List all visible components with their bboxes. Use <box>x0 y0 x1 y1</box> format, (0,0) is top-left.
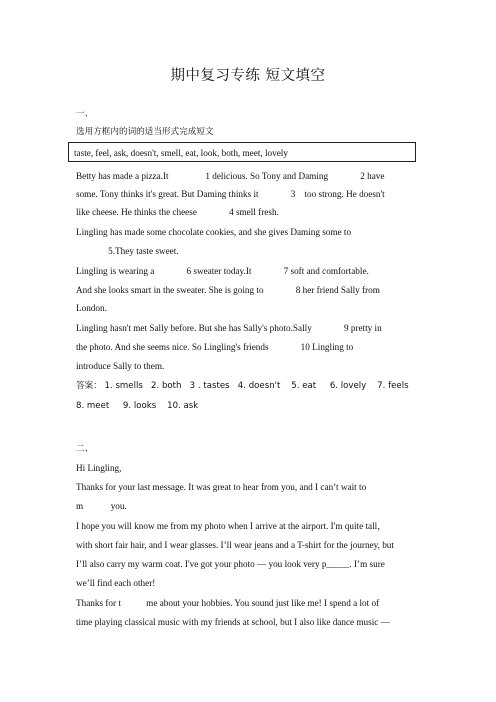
passage1-line: Betty has made a pizza.It 1 delicious. So Tony and Daming 2 have <box>76 171 385 181</box>
passage1-line: the photo. And she seems nice. So Lingling's friends 10 Lingling to <box>76 342 354 352</box>
word-box-text: taste, feel, ask, doesn't, smell, eat, look, both, meet, lovely <box>74 148 288 158</box>
passage1-line: introduce Sally to them. <box>76 361 165 371</box>
passage1-line: Lingling has made some chocolate cookies, and she gives Daming some to <box>76 227 352 237</box>
answers-line: 答案： 1. smells 2. both 3 . tastes 4. doesn't 5. eat 6. lovely 7. feels <box>76 381 409 391</box>
page-title: 期中复习专练 短文填空 <box>170 68 326 84</box>
passage2-line: time playing classical music with my friends at school, but I also like dance music — <box>76 617 390 627</box>
word-box <box>68 142 416 162</box>
passage1-line: some. Tony thinks it's great. But Daming thinks it 3 too strong. He doesn't <box>76 189 385 199</box>
section1-number: 一、 <box>76 109 94 119</box>
answers-line: 8. meet 9. looks 10. ask <box>76 401 199 411</box>
passage2-line: we’ll find each other! <box>76 578 156 588</box>
section1-instruction: 选用方框内的词的适当形式完成短文 <box>76 127 214 137</box>
passage1-line: London. <box>76 303 107 313</box>
passage2-line: Thanks for your last message. It was great to hear from you, and I can’t wait to <box>76 482 367 492</box>
passage2-line: I’ll also carry my warm coat. I've got your photo — you look very p_____. I’m sure <box>76 559 385 569</box>
passage2-line: Thanks for t me about your hobbies. You sound just like me! I spend a lot of <box>76 598 380 608</box>
passage1-line: And she looks smart in the sweater. She is going to 8 her friend Sally from <box>76 285 380 295</box>
passage1-line: 5.They taste sweet. <box>76 246 179 256</box>
section2-number: 二、 <box>76 444 94 454</box>
passage1-line: Lingling hasn't met Sally before. But she has Sally's photo.Sally 9 pretty in <box>76 323 382 333</box>
passage2-line: I hope you will know me from my photo when I arrive at the airport. I'm quite tall， <box>76 521 387 531</box>
passage1-line: like cheese. He thinks the cheese 4 smell fresh. <box>76 207 279 217</box>
passage1-line: Lingling is wearing a 6 sweater today.It 7 soft and comfortable. <box>76 266 369 276</box>
passage2-line: with short fair hair, and I wear glasses. I’ll wear jeans and a T-shirt for the journey, but <box>76 540 394 550</box>
passage2-line: Hi Lingling, <box>76 463 122 473</box>
passage2-line: m you. <box>76 501 127 511</box>
